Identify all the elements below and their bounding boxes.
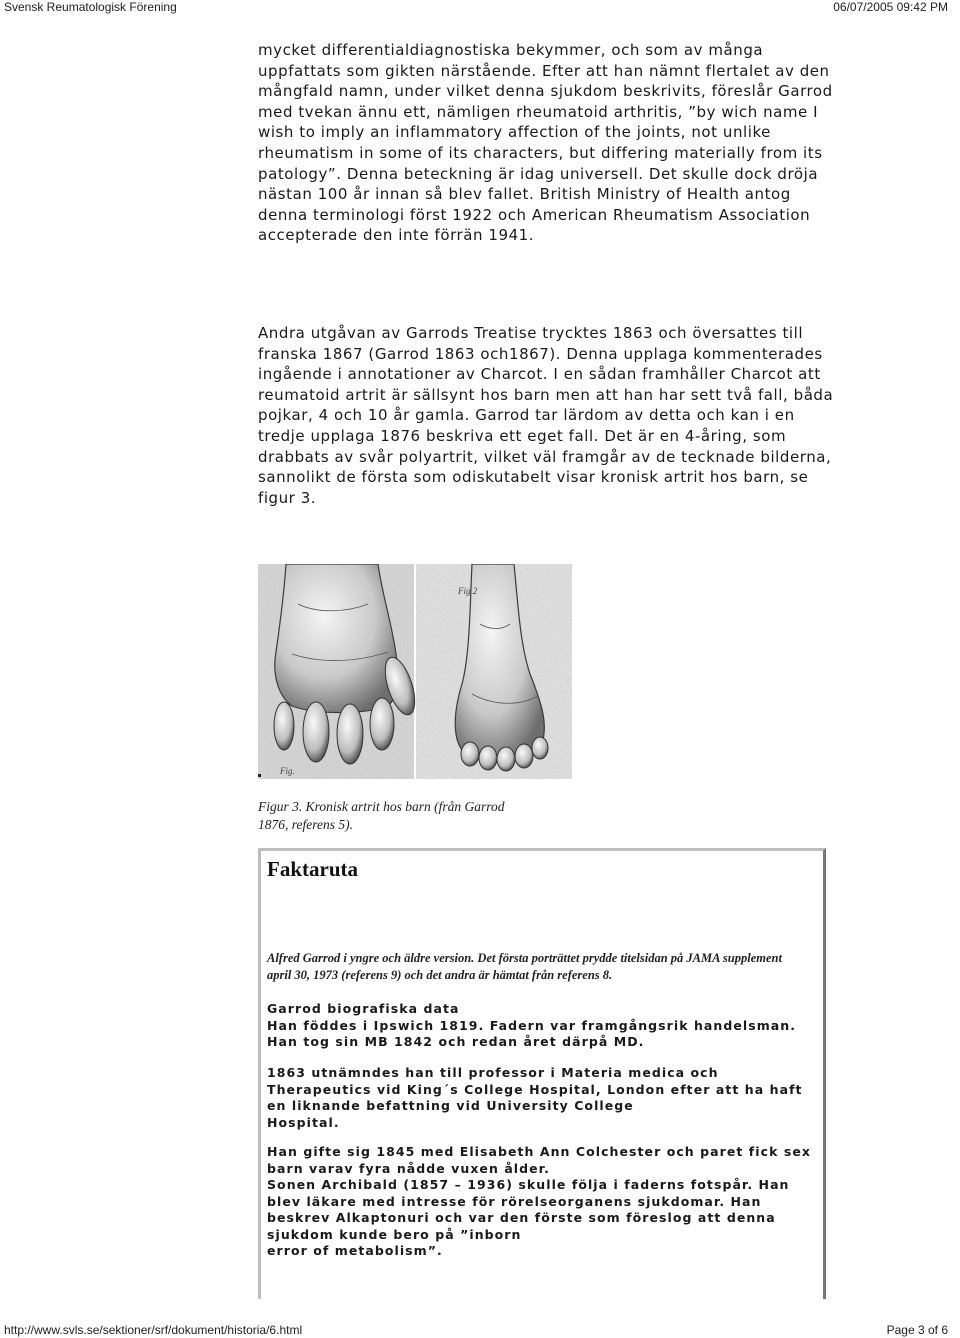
faktaruta-biography-block: Garrod biografiska data Han föddes i Ipswich 1819. Fadern var framgångsrik handelsman. Han tog sin MB 1842 och redan året därpå MD. — [267, 1001, 797, 1049]
faktaruta-title: Faktaruta — [267, 857, 358, 881]
faktaruta-family-block: Han gifte sig 1845 med Elisabeth Ann Colchester och paret fick sex barn varav fyra nådde vuxen ålder. Sonen Archibald (1857 – 1936) skulle följa i faderns fotspår. Han blev läkare med intresse för rörelseorganens sjukdomar. Han beskrev Alkaptonuri och var den förste som föreslog att denna sjukdom kunde bero på ”inborn error of metabolism”. — [267, 1144, 811, 1258]
hand-drawing — [258, 564, 421, 779]
footer-page-number: Page 3 of 6 — [886, 1323, 948, 1337]
header-site-title: Svensk Reumatologisk Förening — [4, 0, 177, 14]
faktaruta-image-caption: Alfred Garrod i yngre och äldre version. Det första porträttet prydde titelsidan på JAMA supplement april 30, 1973 (referens 9) och det andra är hämtat från referens 8. — [267, 951, 782, 982]
figure-caption — [258, 798, 505, 834]
faktaruta-box — [258, 848, 826, 1299]
paragraph-text: mycket differentialdiagnostiska bekymmer, och som av många uppfattats som gikten närstående. Efter att han nämnt flertalet av den mångfald namn, under vilket denna sjukdom beskrivits, föreslår Garrod med tvekan ännu ett, nämligen rheumatoid arthritis, ”by wich name I wish to imply an inflammatory affection of the joints, not unlike rheumatism in some of its characters, but differing materially from its patology”. Denna beteckning är idag universell. Det skulle dock dröja nästan 100 år innan så blev fallet. British Ministry of Health antog denna terminologi först 1922 och American Rheumatism Association accepterade den inte förrän 1941. — [258, 41, 833, 245]
figure-caption-line-2: 1876, referens 5). — [258, 817, 353, 832]
footer-url: http://www.svls.se/sektioner/srf/dokument/historia/6.html — [4, 1323, 303, 1337]
faktaruta-career-block: 1863 utnämndes han till professor i Materia medica och Therapeutics vid King´s College Hospital, London efter att ha haft en liknande befattning vid University College Hospital. — [267, 1065, 803, 1130]
article-paragraph-1 — [258, 40, 838, 246]
article-paragraph-2 — [258, 323, 838, 508]
figure-label-right: Fig 2 — [458, 586, 478, 596]
paragraph-text: Andra utgåvan av Garrods Treatise trycktes 1863 och översattes till franska 1867 (Garrod 1863 och1867). Denna upplaga kommenterades ingående i annotationer av Charcot. I en sådan framhåller Charcot att reumatoid artrit är sällsynt hos barn men att han har sett två fall, båda pojkar, 4 och 10 år gamla. Garrod tar lärdom av detta och kan i en tredje upplaga 1876 beskriva ett eget fall. Det är en 4-åring, som drabbats av svår polyartrit, vilket väl framgår av de tecknade bilderna, sannolikt de första som odiskutabelt visar kronisk artrit hos barn, se figur 3. — [258, 324, 834, 507]
foot-drawing — [416, 564, 572, 779]
figure-label-left: Fig. — [280, 766, 295, 776]
figure-caption-line-1: Figur 3. Kronisk artrit hos barn (från Garrod — [258, 799, 505, 814]
figure-hand-and-foot-drawings — [258, 564, 572, 779]
header-datetime: 06/07/2005 09:42 PM — [833, 0, 948, 14]
figure-drawing — [258, 564, 572, 779]
